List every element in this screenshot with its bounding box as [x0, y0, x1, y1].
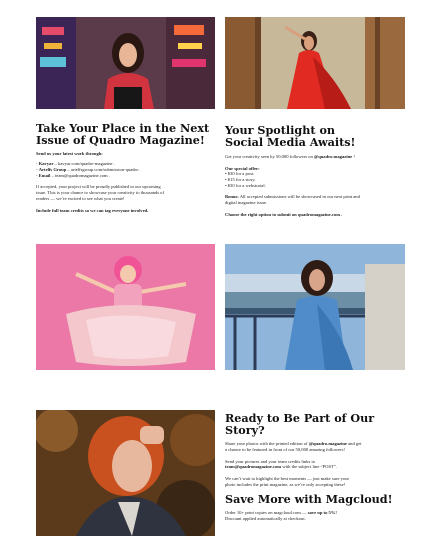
left-text-column	[36, 122, 216, 213]
offer-label: Our special offer:	[225, 165, 260, 171]
social-intro	[225, 154, 405, 160]
magcloud-heading: Save More with Magcloud!	[225, 492, 393, 507]
right-text-column	[225, 124, 405, 217]
bonus-line1: All accepted submissions will be showcased in our next print and	[238, 194, 360, 200]
social-intro-suffix: !	[352, 153, 355, 159]
share-line1: Share your photos with the printed edition of	[225, 441, 309, 447]
channel-name: Artelfs Group	[38, 167, 67, 172]
wait-line1: We can’t wait to highlight the best moments — just make sure your	[225, 476, 350, 482]
bonus-line2: digital magazine issue.	[225, 200, 267, 206]
send-note	[225, 459, 407, 470]
discount-highlight: save up to 5%!	[307, 510, 337, 516]
offer-item: • $30 for a webstorial.	[225, 182, 266, 188]
credits-note: Include full team credits so we can tag everyone involved.	[36, 207, 149, 213]
bonus-label: Bonus:	[225, 194, 239, 200]
social-intro-text: Get your creativity seen by 50,000 followers on	[225, 153, 314, 159]
social-heading	[225, 124, 405, 149]
offer-item: • $30 for a post.	[225, 171, 255, 177]
bonus-note	[225, 194, 405, 205]
choose-option-note: Choose the right option to submit on quadromagazine.com .	[225, 211, 343, 217]
order-line2: Discount applied automatically at checkout.	[225, 515, 306, 521]
share-handle: @quadro.magazine	[308, 441, 347, 447]
channel-text: – kavyar.com/quadro-magazine .	[53, 161, 115, 167]
share-note	[225, 441, 407, 452]
share-line1-suffix: and get	[346, 441, 362, 447]
publication-note	[36, 184, 216, 201]
submission-heading	[36, 122, 216, 147]
offer-item: • $15 for a story.	[225, 176, 256, 182]
social-heading-line1: Your Spotlight on	[225, 123, 336, 137]
publication-note-line1: If accepted, your project will be proudly published in our upcoming	[36, 184, 161, 190]
send-email: team@quadromagazine.com	[225, 464, 282, 470]
photo-red-dress-pose	[225, 17, 405, 109]
channel-name: Kavyar	[38, 161, 54, 167]
publication-note-line3: readers — we’re excited to see what you create!	[36, 195, 125, 201]
photo-pink-hair-tulle-dress	[36, 244, 215, 370]
submission-heading-line1: Take Your Place in the Next	[36, 121, 210, 135]
channel-item: - Artelfs Group – artelfsgroup.com/submission-quadro .	[36, 167, 141, 172]
channel-item: - Kavyar – kavyar.com/quadro-magazine .	[36, 161, 115, 167]
instagram-handle: @quadro.magazine	[313, 153, 353, 159]
order-line1: Order 10+ print copies on magcloud.com —	[225, 510, 308, 516]
photo-red-hair-autumn-portrait	[36, 410, 215, 536]
channel-text: – artelfsgroup.com/submission-quadro .	[66, 167, 141, 172]
send-line2: with the subject line “POST”.	[281, 464, 338, 470]
photo-blue-gown-balcony	[225, 244, 405, 370]
channel-name: Email	[38, 172, 51, 178]
wait-note	[225, 476, 407, 487]
channel-list	[36, 161, 216, 178]
channel-item: - Email – team@quadromagazine.com .	[36, 172, 110, 178]
order-note	[225, 510, 407, 521]
story-text-column	[225, 412, 407, 522]
submission-heading-line2: Issue of Quadro Magazine!	[36, 133, 205, 148]
send-label: Send us your latest work through:	[36, 151, 103, 156]
publication-note-line2: issue. This is your chance to showcase your creativity to thousands of	[36, 190, 165, 196]
share-line2: a chance to be featured in front of our 50,000 amazing followers!	[225, 446, 345, 452]
social-heading-line2: Social Media Awaits!	[225, 135, 356, 150]
channel-text: – team@quadromagazine.com .	[50, 172, 110, 178]
send-line1: Send your pictures and your team credits links to	[225, 458, 316, 464]
offer-list	[225, 171, 405, 188]
story-heading: Ready to Be Part of Our Story?	[225, 411, 375, 438]
photo-neon-city-portrait	[36, 17, 215, 109]
wait-line2: photo includes the print magazine, as we’re only accepting these!	[225, 481, 346, 487]
